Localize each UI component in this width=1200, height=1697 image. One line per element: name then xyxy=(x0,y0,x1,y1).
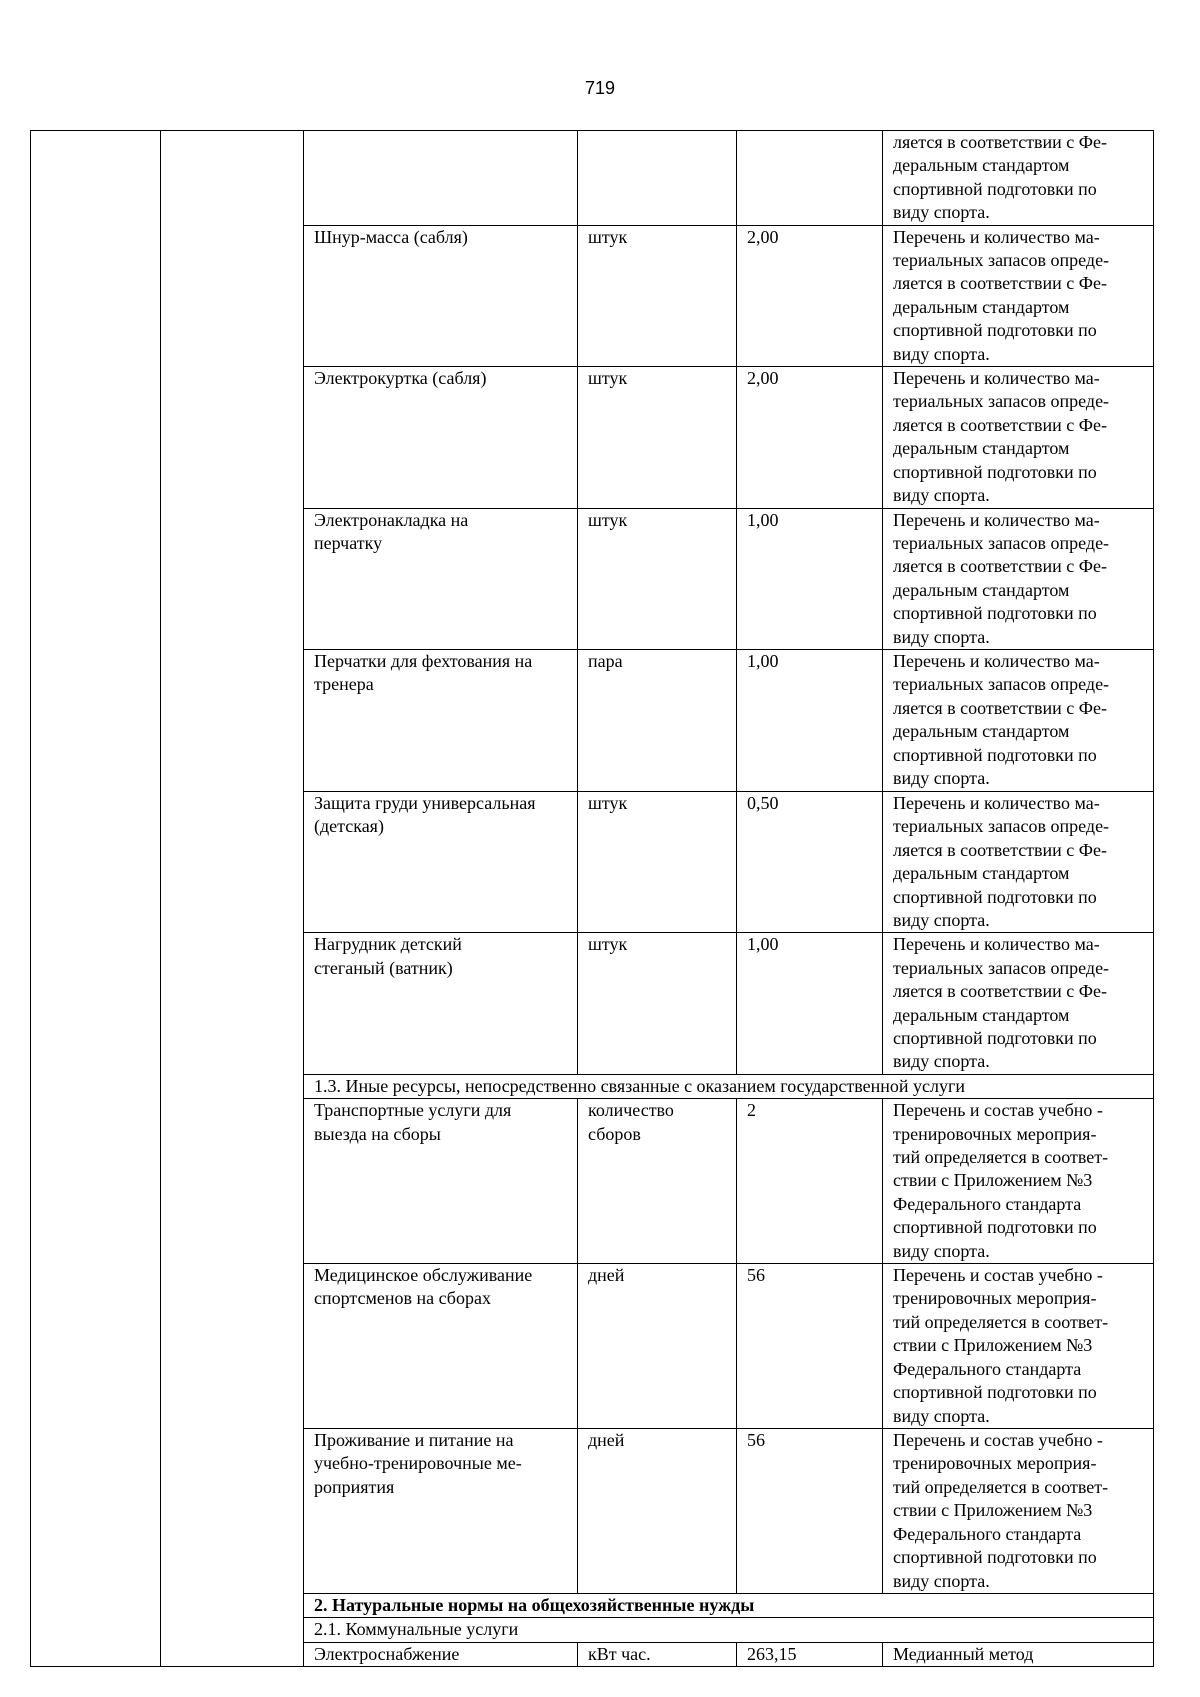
note-cell: Перечень и количество ма- териальных запасов опреде- ляется в соответствии с Фе- деральным стандартом спортивной подготовки по виду спорта. xyxy=(883,933,1154,1074)
empty-column-2 xyxy=(161,131,304,1667)
empty-column-1 xyxy=(31,131,161,1667)
quantity-cell: 1,00 xyxy=(737,933,883,1074)
quantity-cell xyxy=(737,131,883,226)
resource-name-cell: Защита груди универсальная (детская) xyxy=(304,791,578,932)
quantity-cell: 0,50 xyxy=(737,791,883,932)
unit-cell: штук xyxy=(578,225,737,366)
unit-cell: штук xyxy=(578,933,737,1074)
resource-name-cell: Электронакладка на перчатку xyxy=(304,508,578,649)
resource-name-cell: Электрокуртка (сабля) xyxy=(304,367,578,508)
resource-name-cell: Проживание и питание на учебно-тренировочные ме- роприятия xyxy=(304,1429,578,1594)
note-cell: ляется в соответствии с Фе- деральным стандартом спортивной подготовки по виду спорта. xyxy=(883,131,1154,226)
unit-cell: штук xyxy=(578,508,737,649)
note-cell: Перечень и количество ма- териальных запасов опреде- ляется в соответствии с Фе- деральным стандартом спортивной подготовки по виду спорта. xyxy=(883,367,1154,508)
resource-name-cell: Медицинское обслуживание спортсменов на сборах xyxy=(304,1264,578,1429)
quantity-cell: 1,00 xyxy=(737,649,883,791)
quantity-cell: 2,00 xyxy=(737,367,883,508)
page-number: 719 xyxy=(584,78,616,98)
unit-cell: штук xyxy=(578,367,737,508)
section-heading-1-3: 1.3. Иные ресурсы, непосредственно связанные с оказанием государственной услуги xyxy=(304,1074,1154,1098)
unit-cell: штук xyxy=(578,791,737,932)
quantity-cell: 1,00 xyxy=(737,508,883,649)
resource-name-cell: Электроснабжение xyxy=(304,1642,578,1666)
note-cell: Перечень и количество ма- териальных запасов опреде- ляется в соответствии с Фе- деральным стандартом спортивной подготовки по виду спорта. xyxy=(883,508,1154,649)
note-cell: Перечень и состав учебно - тренировочных мероприя- тий определяется в соответ- ствии с Приложением №3 Федерального стандарта спортивной подготовки по виду спорта. xyxy=(883,1429,1154,1594)
unit-cell: дней xyxy=(578,1429,737,1594)
unit-cell: количество сборов xyxy=(578,1099,737,1264)
resource-name-cell: Перчатки для фехтования на тренера xyxy=(304,649,578,791)
note-cell: Перечень и количество ма- териальных запасов опреде- ляется в соответствии с Фе- деральным стандартом спортивной подготовки по виду спорта. xyxy=(883,225,1154,366)
unit-cell: кВт час. xyxy=(578,1642,737,1666)
unit-cell: дней xyxy=(578,1264,737,1429)
section-heading-2: 2. Натуральные нормы на общехозяйственные нужды xyxy=(304,1593,1154,1617)
quantity-cell: 56 xyxy=(737,1264,883,1429)
note-cell: Перечень и состав учебно - тренировочных мероприя- тий определяется в соответ- ствии с Приложением №3 Федерального стандарта спортивной подготовки по виду спорта. xyxy=(883,1099,1154,1264)
note-cell: Перечень и состав учебно - тренировочных мероприя- тий определяется в соответ- ствии с Приложением №3 Федерального стандарта спортивной подготовки по виду спорта. xyxy=(883,1264,1154,1429)
table-row xyxy=(31,131,1154,226)
norms-table xyxy=(30,130,1154,1667)
resource-name-cell: Нагрудник детский стеганый (ватник) xyxy=(304,933,578,1074)
resource-name-cell: Транспортные услуги для выезда на сборы xyxy=(304,1099,578,1264)
quantity-cell: 2,00 xyxy=(737,225,883,366)
note-cell: Перечень и количество ма- териальных запасов опреде- ляется в соответствии с Фе- деральным стандартом спортивной подготовки по виду спорта. xyxy=(883,791,1154,932)
note-cell: Медианный метод xyxy=(883,1642,1154,1666)
unit-cell xyxy=(578,131,737,226)
unit-cell: пара xyxy=(578,649,737,791)
resource-name-cell xyxy=(304,131,578,226)
section-heading-2-1: 2.1. Коммунальные услуги xyxy=(304,1618,1154,1642)
resource-name-cell: Шнур-масса (сабля) xyxy=(304,225,578,366)
quantity-cell: 56 xyxy=(737,1429,883,1594)
quantity-cell: 2 xyxy=(737,1099,883,1264)
note-cell: Перечень и количество ма- териальных запасов опреде- ляется в соответствии с Фе- деральным стандартом спортивной подготовки по виду спорта. xyxy=(883,649,1154,791)
quantity-cell: 263,15 xyxy=(737,1642,883,1666)
